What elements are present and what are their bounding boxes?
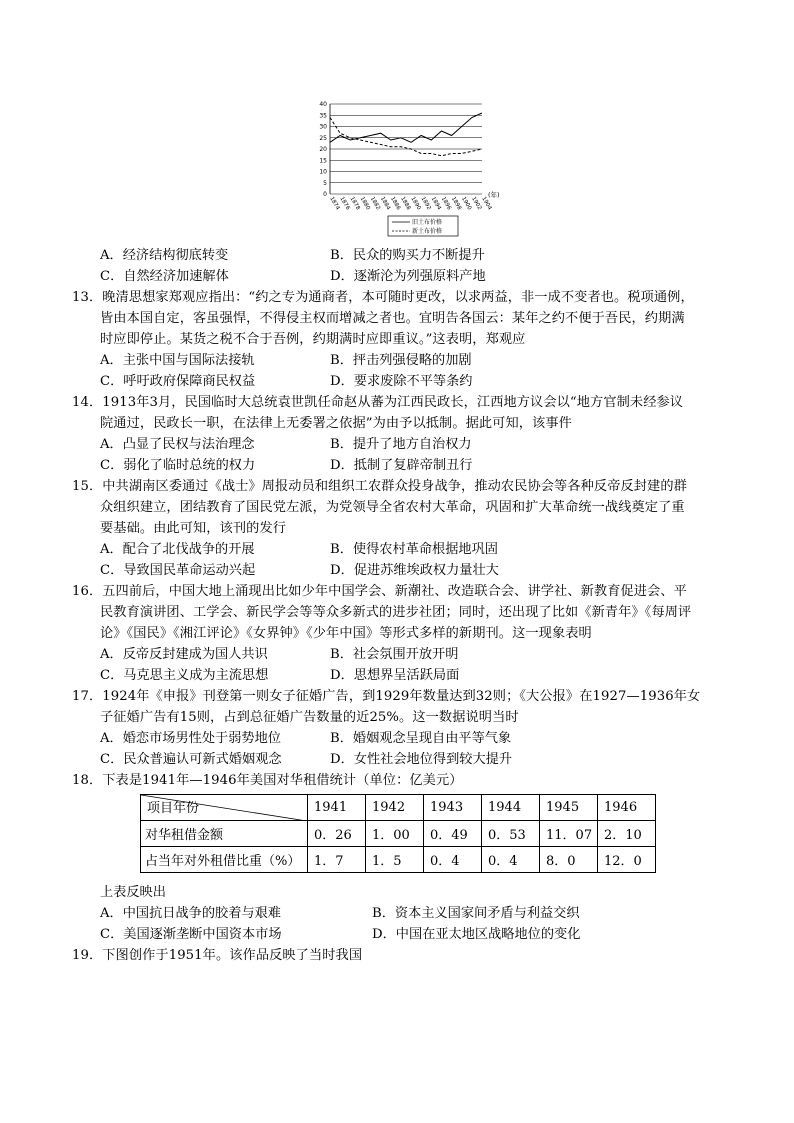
q12-option-b: B．民众的购买力不断提升 [330, 248, 485, 263]
q16-stem-line-2: 民教育演讲团、工学会、新民学会等等众多新式的进步社团；同时，还出现了比如《新青年》《每周评 [100, 605, 692, 620]
y-tick-label: 25 [319, 134, 327, 142]
x-tick-label: 1884 [378, 196, 392, 212]
legend-old-label: 旧土布价格 [412, 219, 443, 226]
q17-stem-line-1: 17．1924年《申报》刊登第一则女子征婚广告，到1929年数量达到32则；《大公报》在1927—1936年女 [72, 689, 701, 704]
q15-option-d: D．促进苏维埃政权力量壮大 [330, 563, 499, 578]
legend [388, 216, 458, 236]
table-cell: 2．10 [598, 821, 656, 847]
table-row [141, 847, 656, 873]
q17-option-c: C．民众普遍认可新式婚姻观念 [100, 752, 282, 767]
q13-option-b: B．抨击列强侵略的加剧 [330, 353, 472, 368]
table-cell: 0．4 [482, 847, 540, 873]
q15-option-c: C．导致国民革命运动兴起 [100, 563, 256, 578]
y-tick-label: 20 [319, 146, 327, 153]
q18-stem-line-1: 18．下表是1941年—1946年美国对华租借统计（单位：亿美元） [72, 773, 463, 788]
row-label: 占当年对外租借比重（%） [141, 847, 308, 873]
year-cell: 1942 [366, 795, 424, 821]
legend-new-label: 新土布价格 [412, 228, 443, 235]
q17-option-d: D．女性社会地位得到较大提升 [330, 752, 513, 767]
year-cell: 1945 [540, 795, 598, 821]
q15-stem-line-1: 15．中共湖南区委通过《战士》周报动员和组织工农群众投身战争，推动农民协会等各种反帝反封建的群 [72, 479, 687, 494]
q13-stem-line-3: 时应即停止。某货之税不合于吾例，约期满时应即重议。”这表明，郑观应 [100, 332, 526, 347]
x-tick-label: 1882 [368, 196, 381, 212]
y-tick-label: 0 [323, 191, 327, 198]
q16-option-a: A．反帝反封建成为国人共识 [100, 647, 268, 662]
series-new-cloth-line [330, 118, 482, 156]
x-tick-label: 1900 [460, 196, 473, 212]
q12-option-d: D．逐渐沦为列强原料产地 [330, 269, 486, 284]
table-corner-cell [141, 795, 308, 821]
q16-stem-line-3: 论》《国民》《湘江评论》《女界钟》《少年中国》等形式多样的新期刊。这一现象表明 [100, 626, 592, 641]
x-tick-label: 1892 [419, 196, 432, 212]
x-tick-label: 1894 [429, 196, 442, 212]
q13-option-c: C．呼吁政府保障商民权益 [100, 374, 256, 389]
q16-option-b: B．社会氛围开放开明 [330, 647, 459, 662]
cloth-price-line-chart [300, 98, 500, 240]
q17-option-b: B．婚姻观念呈现自由平等气象 [330, 731, 512, 746]
y-tick-label: 15 [319, 157, 327, 165]
q13-stem-line-2: 皆由本国自定，客虽强悍，不得侵主权而增减之者也。宜明告各国云：某年之约不便于吾民，约期满 [100, 311, 685, 326]
x-tick-label: 1898 [449, 196, 463, 212]
q12-option-c: C．自然经济加速解体 [100, 269, 229, 284]
x-tick-label: 1880 [358, 196, 371, 212]
q15-stem-line-3: 要基础。由此可知，该刊的发行 [100, 521, 287, 536]
q15-option-b: B．使得农村革命根据地巩固 [330, 542, 498, 557]
table-cell: 8．0 [540, 847, 598, 873]
row-label: 对华租借金额 [141, 821, 308, 847]
x-tick-label: 1902 [470, 196, 483, 212]
q18-option-a: A．中国抗日战争的胶着与艰难 [100, 906, 281, 921]
table-cell: 0．49 [424, 821, 482, 847]
q16-option-d: D．思想界呈活跃局面 [330, 668, 460, 683]
q13-option-d: D．要求废除不平等条约 [330, 374, 473, 389]
y-tick-label: 10 [319, 168, 327, 176]
x-tick-label: 1888 [399, 196, 412, 212]
q12-option-a: A．经济结构彻底转变 [100, 248, 229, 263]
q13-stem-line-1: 13．晚清思想家郑观应指出：“约之专为通商者，本可随时更改，以求两益，非一成不变者也。税项通例， [72, 290, 694, 305]
year-cell: 1946 [598, 795, 656, 821]
y-tick-label: 40 [319, 101, 327, 108]
q14-stem-line-1: 14．1913年3月，民国临时大总统袁世凯任命赵从蕃为江西民政长，江西地方议会以“地方官制未经参议 [72, 395, 684, 410]
x-tick-label: 1886 [389, 196, 402, 212]
q14-stem-line-2: 院通过，民政长一职，在法律上无委署之依据”为由予以抵制。据此可知，该事件 [100, 416, 572, 431]
q15-option-a: A．配合了北伐战争的开展 [100, 542, 255, 557]
table-cell: 0．26 [308, 821, 366, 847]
x-axis-unit: (年) [488, 191, 500, 199]
lend-lease-table [140, 794, 656, 873]
table-row [141, 821, 656, 847]
x-tick-label: 1878 [348, 196, 361, 212]
q16-option-c: C．马克思主义成为主流思想 [100, 668, 269, 683]
year-cell: 1944 [482, 795, 540, 821]
table-cell: 11．07 [540, 821, 598, 847]
x-tick-label: 1874 [328, 196, 341, 212]
year-cell: 1943 [424, 795, 482, 821]
q15-stem-line-2: 众组织建立，团结教育了国民党左派，为党领导全省农村大革命，巩固和扩大革命统一战线奠定了重 [100, 500, 685, 515]
q14-option-a: A．凸显了民权与法治理念 [100, 437, 255, 452]
y-tick-label: 5 [323, 179, 327, 187]
table-cell: 0．53 [482, 821, 540, 847]
y-tick-label: 35 [319, 112, 327, 120]
y-tick-label: 30 [319, 123, 327, 131]
corner-label: 项目年份 [147, 801, 200, 816]
table-cell: 1．00 [366, 821, 424, 847]
x-tick-label: 1896 [439, 196, 452, 212]
q14-option-d: D．抵制了复辟帝制丑行 [330, 458, 473, 473]
table-cell: 0．4 [424, 847, 482, 873]
q13-option-a: A．主张中国与国际法接轨 [100, 353, 255, 368]
table-header-row [141, 795, 656, 821]
q18-after-text: 上表反映出 [100, 885, 166, 900]
q18-option-b: B．资本主义国家间矛盾与利益交织 [372, 906, 580, 921]
x-tick-label: 1904 [480, 196, 493, 212]
q14-option-c: C．弱化了临时总统的权力 [100, 458, 256, 473]
x-tick-label: 1876 [338, 196, 351, 212]
table-cell: 1．7 [308, 847, 366, 873]
q17-stem-line-2: 子征婚广告有15则，占到总征婚广告数量的近25%。这一数据说明当时 [100, 710, 519, 725]
table-cell: 1．5 [366, 847, 424, 873]
q14-option-b: B．提升了地方自治权力 [330, 437, 472, 452]
q19-stem-line-1: 19．下图创作于1951年。该作品反映了当时我国 [72, 948, 363, 963]
year-cell: 1941 [308, 795, 366, 821]
q16-stem-line-1: 16．五四前后，中国大地上涌现出比如少年中国学会、新潮社、改造联合会、讲学社、新教育促进会、平 [72, 584, 687, 599]
q18-option-d: D．中国在亚太地区战略地位的变化 [372, 927, 581, 942]
x-tick-label: 1890 [409, 196, 422, 212]
table-cell: 12．0 [598, 847, 656, 873]
q17-option-a: A．婚恋市场男性处于弱势地位 [100, 731, 281, 746]
q18-option-c: C．美国逐渐垄断中国资本市场 [100, 927, 282, 942]
